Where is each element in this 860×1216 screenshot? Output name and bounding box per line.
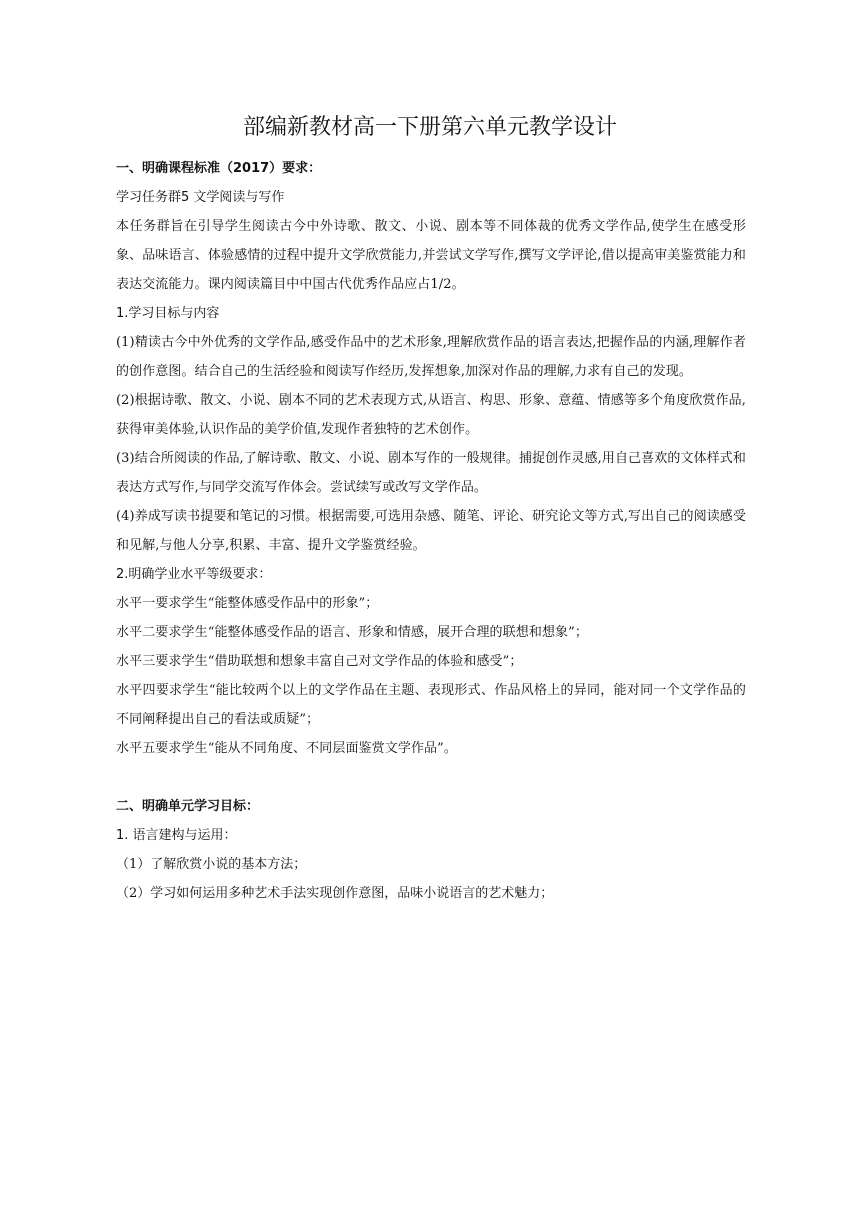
goal-paragraph-2: (2)根据诗歌、散文、小说、剧本不同的艺术表现方式,从语言、构思、形象、意蕴、情感等多个角度欣赏作品,获得审美体验,认识作品的美学价值,发现作者独特的艺术创作。 — [116, 393, 746, 437]
section-heading-curriculum-standard: 一、明确课程标准（2017）要求： — [116, 161, 322, 176]
document-body — [116, 154, 746, 908]
unit-goal-item-2: （2）学习如何运用多种艺术手法实现创作意图，品味小说语言的艺术魅力； — [116, 886, 554, 901]
goal-paragraph-1: (1)精读古今中外优秀的文学作品,感受作品中的艺术形象,理解欣赏作品的语言表达,把握作品的内涵,理解作者的创作意图。结合自己的生活经验和阅读写作经历,发挥想象,加深对作品的理解,力求有自己的发现。 — [116, 335, 746, 379]
subheading-academic-levels: 2.明确学业水平等级要求： — [116, 567, 272, 582]
level-line-5: 水平五要求学生“能从不同角度、不同层面鉴赏文学作品”。 — [116, 741, 457, 756]
level-line-3: 水平三要求学生“借助联想和想象丰富自己对文学作品的体验和感受”； — [116, 654, 523, 669]
section-heading-unit-goals: 二、明确单元学习目标： — [116, 799, 260, 814]
level-line-4: 水平四要求学生“能比较两个以上的文学作品在主题、表现形式、作品风格上的异同，能对同一个文学作品的不同阐释提出自己的看法或质疑”； — [116, 683, 746, 727]
section-spacer — [116, 763, 746, 792]
intro-paragraph: 本任务群旨在引导学生阅读古今中外诗歌、散文、小说、剧本等不同体裁的优秀文学作品,使学生在感受形象、品味语言、体验感情的过程中提升文学欣赏能力,并尝试文学写作,撰写文学评论,借以提高审美鉴赏能力和表达交流能力。课内阅读篇目中中国古代优秀作品应占1/2。 — [116, 219, 746, 292]
subheading-learning-goals: 1.学习目标与内容 — [116, 306, 220, 321]
goal-paragraph-3: (3)结合所阅读的作品,了解诗歌、散文、小说、剧本写作的一般规律。捕捉创作灵感,用自己喜欢的文体样式和表达方式写作,与同学交流写作体会。尝试续写或改写文学作品。 — [116, 451, 746, 495]
unit-goal-item-1: （1）了解欣赏小说的基本方法； — [116, 857, 307, 872]
goal-paragraph-4: (4)养成写读书提要和笔记的习惯。根据需要,可选用杂感、随笔、评论、研究论文等方式,写出自己的阅读感受和见解,与他人分享,积累、丰富、提升文学鉴赏经验。 — [116, 509, 746, 553]
unit-goal-heading: 1. 语言建构与运用： — [116, 828, 237, 843]
level-line-1: 水平一要求学生“能整体感受作品中的形象”； — [116, 596, 379, 611]
document-title: 部编新教材高一下册第六单元教学设计 — [242, 115, 617, 140]
level-line-2: 水平二要求学生“能整体感受作品的语言、形象和情感，展开合理的联想和想象”； — [116, 625, 588, 640]
task-group-line: 学习任务群5 文学阅读与写作 — [116, 190, 285, 205]
